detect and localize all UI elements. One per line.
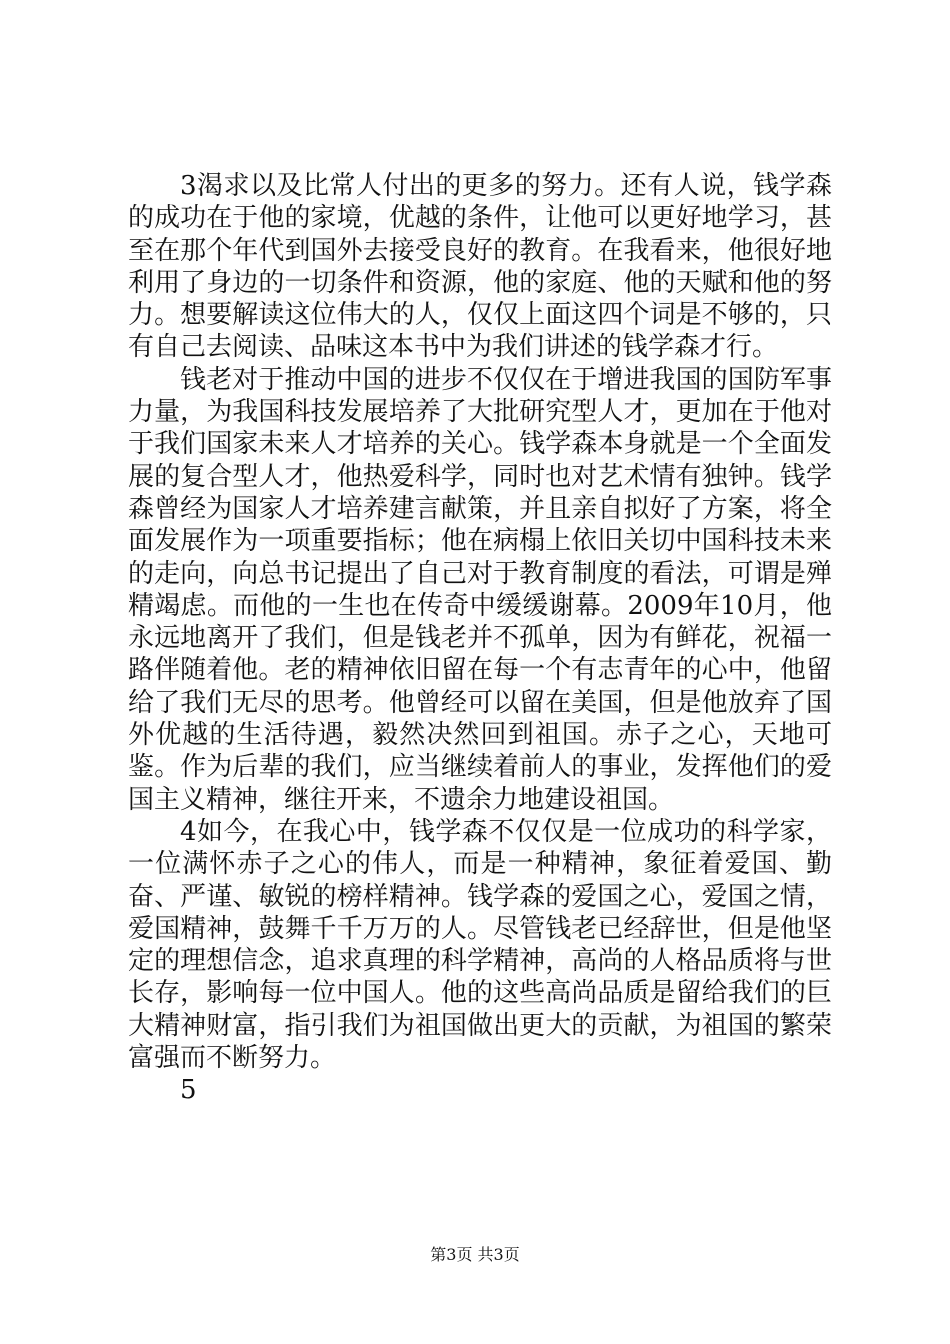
- paragraph-3: 4如今，在我心中，钱学森不仅仅是一位成功的科学家，一位满怀赤子之心的伟人，而是一种精神，象征着爱国、勤奋、严谨、敏锐的榜样精神。钱学森的爱国之心，爱国之情，爱国精神，鼓舞千千万万的人。尽管钱老已经辞世，但是他坚定的理想信念，追求真理的科学精神，高尚的人格品质将与世长存，影响每一位中国人。他的这些高尚品质是留给我们的巨大精神财富，指引我们为祖国做出更大的贡献，为祖国的繁荣富强而不断努力。: [128, 816, 832, 1074]
- paragraph-1: 3渴求以及比常人付出的更多的努力。还有人说，钱学森的成功在于他的家境，优越的条件，让他可以更好地学习，甚至在那个年代到国外去接受良好的教育。在我看来，他很好地利用了身边的一切条件和资源，他的家庭、他的天赋和他的努力。想要解读这位伟大的人，仅仅上面这四个词是不够的，只有自己去阅读、品味这本书中为我们讲述的钱学森才行。: [128, 171, 832, 363]
- page-footer: 第3页 共3页: [430, 1245, 520, 1264]
- paragraph-2: 钱老对于推动中国的进步不仅仅在于增进我国的国防军事力量，为我国科技发展培养了大批研究型人才，更加在于他对于我们国家未来人才培养的关心。钱学森本身就是一个全面发展的复合型人才，他热爱科学，同时也对艺术情有独钟。钱学森曾经为国家人才培养建言献策，并且亲自拟好了方案，将全面发展作为一项重要指标；他在病榻上依旧关切中国科技未来的走向，向总书记提出了自己对于教育制度的看法，可谓是殚精竭虑。而他的一生也在传奇中缓缓谢幕。2009年10月，他永远地离开了我们，但是钱老并不孤单，因为有鲜花，祝福一路伴随着他。老的精神依旧留在每一个有志青年的心中，他留给了我们无尽的思考。他曾经可以留在美国，但是他放弃了国外优越的生活待遇，毅然决然回到祖国。赤子之心，天地可鉴。作为后辈的我们，应当继续着前人的事业，发挥他们的爱国主义精神，继往开来，不遗余力地建设祖国。: [128, 364, 832, 815]
- paragraph-4: 5: [180, 1075, 197, 1106]
- body-text: [128, 170, 832, 1107]
